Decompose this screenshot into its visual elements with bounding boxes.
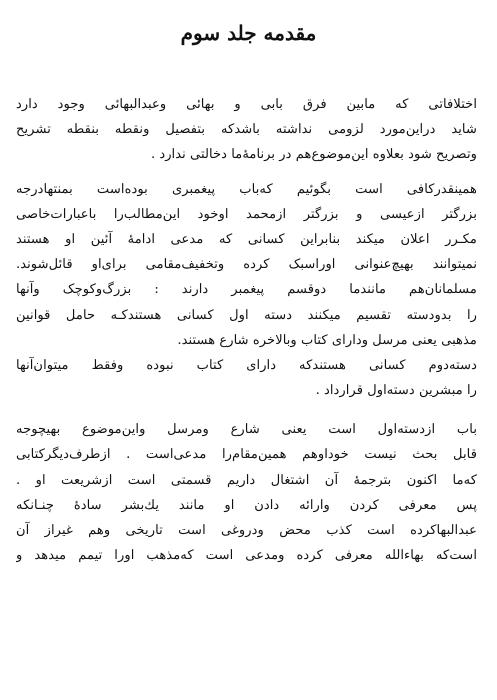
text-line: باب ازدسته‌اول است یعنی شارع ومرسل واین‌موضوع بهیچوجه [16, 422, 477, 438]
text-line: عبدالبهاکرده است کذب محض ودروغی است تاریخی وهم غیراز آن [16, 523, 477, 538]
paragraph-5 [16, 417, 477, 493]
text-line: را مبشرین دسته‌اول قرارداد . [315, 383, 477, 399]
text-line: پس معرفی کردن وارائه دادن او مانند یك‌بشر سادهٔ چنـانکه [16, 497, 477, 513]
text-line: اختلافاتی که مابین فرق بابی و بهائی وعبدالبهائی وجود دارد [16, 97, 477, 112]
text-line: است‌که بهاءالله معرفی کرده ومدعی است کەمذهب اورا تیمم میدهد و [16, 548, 477, 564]
paragraph-6 [16, 493, 477, 569]
text-line: بزرگتر ازعیسی و بزرگتر ازمحمد اوخود این‌مطالب‌را باعبارات‌خاصی [16, 206, 477, 222]
text-line: را بدودسته تقسیم میکنند دسته اول کسانی هستندکـه حامل قوانین [16, 307, 477, 323]
text-line: وتصریح شود بعلاوه این‌موضوع‌هم در برنامه‌ٔما دخالتی ندارد . [150, 147, 477, 163]
document-body [16, 92, 477, 568]
text-line: نمیتوانند بهیچ‌عنوانی اوراسبک کرده وتخفیف‌مقامی برای‌او قائل‌شوند. [16, 257, 477, 273]
paragraph-2 [16, 177, 477, 278]
text-line: کەما اکنون بترجمهٔ آن اشتغال داریم قسمتی است ازشریعت او . [16, 472, 477, 488]
page-title: مقدمه جلد سوم [180, 21, 317, 45]
text-line: همینقدرکافی است بگوئیم که‌باب پیغمبری بوده‌است بمنتهادرجه [16, 181, 477, 197]
text-line: مسلمانان‌هم مانندما دوقسم پیغمبر دارند : بزرگ‌وکوچک وآنها [16, 282, 477, 298]
text-line: مذهبی یعنی مرسل ودارای کتاب وبالاخره شارع هستند. [177, 332, 477, 348]
text-line: مکـرر اعلان میکند بنابراین کسانی که مدعی ادامهٔ آئین او هستند [16, 231, 477, 247]
text-line: قابل بحث نیست خوداوهم همین‌مقام‌را مدعی‌است . ازطرف‌دیگرکتابی [16, 447, 477, 463]
paragraph-4 [16, 353, 477, 403]
paragraph-3 [16, 277, 477, 353]
text-line: شاید دراین‌مورد لزومی نداشته باشدکه بتفصیل ونقطه بنقطه تشریح [16, 122, 477, 138]
text-line: دسته‌دوم کسانی هستندکه دارای کتاب نبوده وفقط میتوان‌آنها [16, 357, 477, 373]
paragraph-1 [16, 92, 477, 168]
